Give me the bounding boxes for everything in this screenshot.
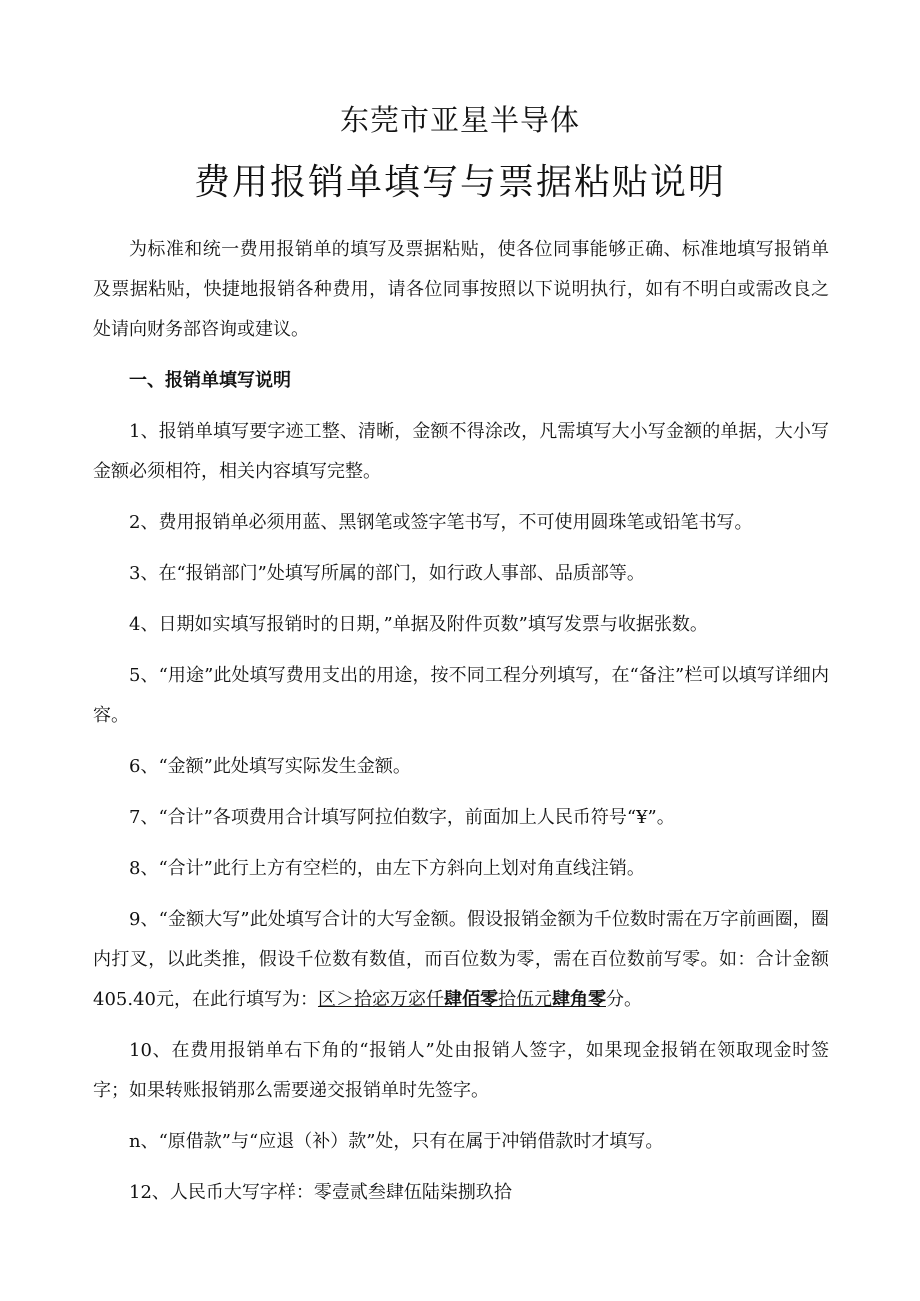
item-10: 10、在费用报销单右下角的“报销人”处由报销人签字，如果现金报销在领取现金时签字；如果转账报销那么需要递交报销单时先签字。: [93, 1040, 829, 1101]
company-title: 东莞市亚星半导体: [339, 103, 580, 137]
document-title: 费用报销单填写与票据粘贴说明: [193, 162, 726, 203]
amount-example-part-2: 肆佰零: [443, 989, 498, 1010]
item-11: n、“原借款”与“应退（补）款”处，只有在属于冲销借款时才填写。: [129, 1131, 664, 1152]
item-8: 8、“合计”此行上方有空栏的，由左下方斜向上划对角直线注销。: [129, 858, 645, 879]
amount-example-part-1: 区＞拾宓万宓仟: [317, 989, 444, 1010]
item-9-text: 9、“金额大写”此处填写合计的大写金额。假设报销金额为千位数时需在万字前画圈，圈内打叉，以此类推，假设千位数有数值，而百位数为零，需在百位数前写零。如：合计金额405.40元，在此行填写为：: [93, 909, 829, 1010]
item-6: 6、“金额”此处填写实际发生金额。: [129, 756, 411, 777]
amount-example-part-5: 分。: [605, 989, 642, 1010]
item-2: 2、费用报销单必须用蓝、黑钢笔或签字笔书写，不可使用圆珠笔或铅笔书写。: [129, 512, 753, 533]
item-3: 3、在“报销部门”处填写所属的部门，如行政人事部、品质部等。: [129, 563, 645, 584]
item-4: 4、日期如实填写报销时的日期，”单据及附件页数”填写发票与收据张数。: [129, 614, 708, 635]
item-1: 1、报销单填写要字迹工整、清晰，金额不得涂改，凡需填写大小写金额的单据，大小写金额必须相符，相关内容填写完整。: [93, 421, 829, 482]
document-body: [93, 230, 829, 1224]
section-heading: 一、报销单填写说明: [129, 370, 291, 391]
intro-paragraph: 为标准和统一费用报销单的填写及票据粘贴，使各位同事能够正确、标准地填写报销单及票据粘贴，快捷地报销各种费用，请各位同事按照以下说明执行，如有不明白或需改良之处请向财务部咨询或建议。: [93, 239, 829, 340]
item-12: 12、人民币大写字样：零壹贰叁肆伍陆柒捌玖拾: [129, 1182, 512, 1203]
amount-example-part-4: 肆角零: [551, 989, 606, 1010]
amount-example-part-3: 拾伍元: [497, 989, 552, 1010]
item-7: 7、“合计”各项费用合计填写阿拉伯数字，前面加上人民币符号“¥”。: [129, 807, 675, 828]
item-9: [93, 900, 829, 1020]
item-5: 5、“用途”此处填写费用支出的用途，按不同工程分列填写，在“备注”栏可以填写详细内容。: [93, 665, 829, 726]
